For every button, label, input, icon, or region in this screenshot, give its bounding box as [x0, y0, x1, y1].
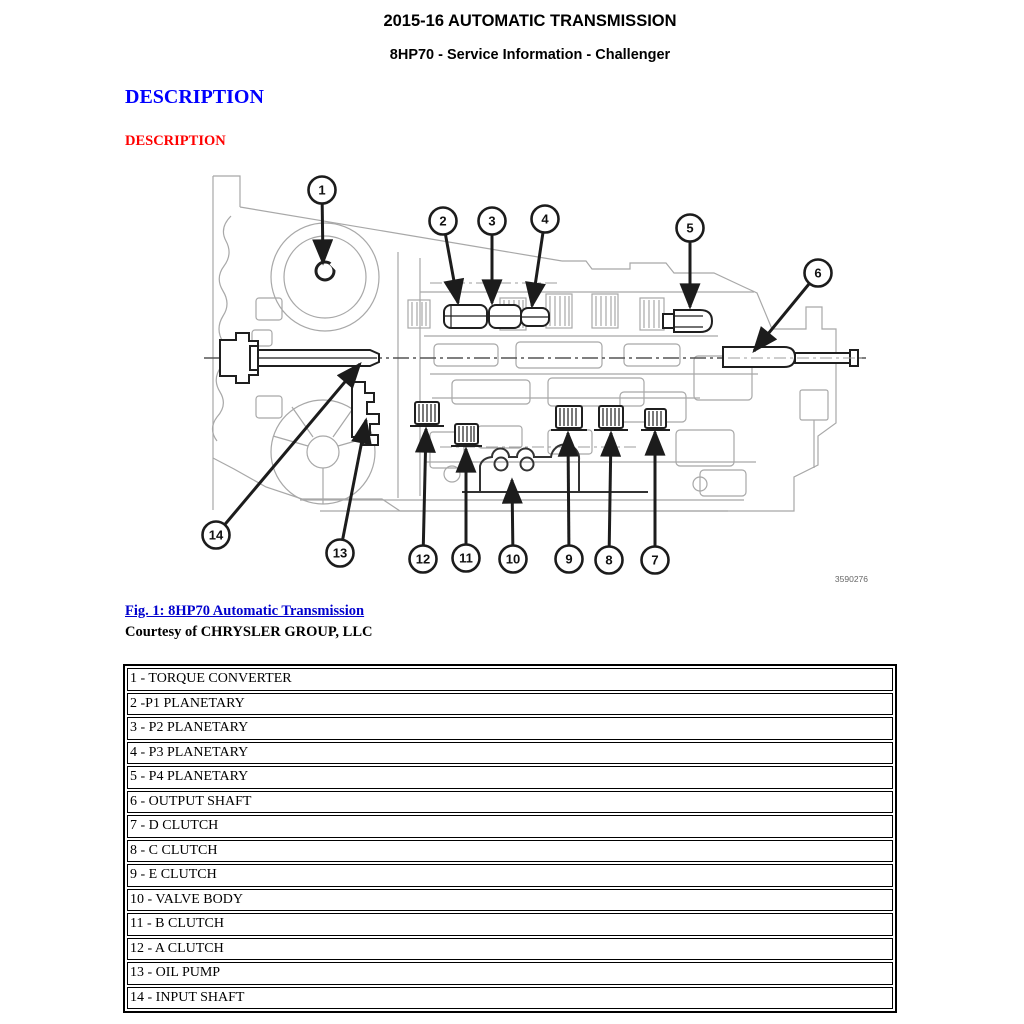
callout-4: [532, 206, 559, 307]
part-label: 7 - D CLUTCH: [127, 815, 893, 838]
table-row: [127, 766, 893, 789]
part-12-a-clutch: [410, 402, 444, 426]
part-13-oil-pump: [352, 382, 379, 445]
part-label: 8 - C CLUTCH: [127, 840, 893, 863]
internal-details: [300, 283, 828, 511]
figure-courtesy: Courtesy of CHRYSLER GROUP, LLC: [125, 624, 373, 640]
doc-title: 2015-16 AUTOMATIC TRANSMISSION: [383, 12, 677, 30]
table-row: [127, 815, 893, 838]
part-5-p4-planetary: [663, 310, 712, 332]
svg-text:6: 6: [814, 265, 822, 281]
part-label: 2 -P1 PLANETARY: [127, 693, 893, 716]
table-row: [127, 889, 893, 912]
table-row: [127, 913, 893, 936]
callout-2: [430, 208, 459, 304]
svg-text:5: 5: [686, 220, 694, 236]
svg-text:9: 9: [565, 551, 573, 567]
part-4-p3-planetary: [521, 308, 549, 326]
table-row: [127, 668, 893, 691]
parts-table: [123, 664, 897, 1013]
table-row: [127, 693, 893, 716]
part-label: 11 - B CLUTCH: [127, 913, 893, 936]
part-10-valve-body: [462, 444, 648, 492]
callout-5: [677, 215, 704, 308]
part-label: 1 - TORQUE CONVERTER: [127, 668, 893, 691]
part-label: 12 - A CLUTCH: [127, 938, 893, 961]
figure-caption: [125, 603, 364, 620]
svg-text:2: 2: [439, 213, 447, 229]
figure-caption-link[interactable]: Fig. 1: 8HP70 Automatic Transmission: [125, 603, 365, 619]
callout-12: [410, 429, 437, 573]
part-label: 13 - OIL PUMP: [127, 962, 893, 985]
svg-text:10: 10: [505, 551, 521, 567]
table-row: [127, 938, 893, 961]
part-label: 9 - E CLUTCH: [127, 864, 893, 887]
table-row: [127, 717, 893, 740]
table-row: [127, 987, 893, 1010]
part-3-p2-planetary: [489, 305, 521, 328]
part-6-output-shaft: [723, 347, 862, 367]
part-9-e-clutch: [551, 406, 587, 430]
part-label: 14 - INPUT SHAFT: [127, 987, 893, 1010]
subsection-heading: DESCRIPTION: [125, 133, 226, 149]
part-2-p1-planetary: [444, 305, 487, 328]
table-row: [127, 962, 893, 985]
svg-text:8: 8: [605, 552, 613, 568]
section-heading: DESCRIPTION: [125, 86, 264, 108]
svg-text:3: 3: [488, 213, 496, 229]
callout-6: [754, 260, 832, 352]
part-label: 6 - OUTPUT SHAFT: [127, 791, 893, 814]
drawing-number: 3590276: [834, 574, 868, 584]
svg-text:4: 4: [541, 211, 549, 227]
part-7-d-clutch: [641, 409, 670, 430]
svg-text:14: 14: [208, 527, 224, 543]
callout-3: [479, 208, 506, 304]
part-label: 5 - P4 PLANETARY: [127, 766, 893, 789]
callout-14: [203, 364, 361, 549]
table-row: [127, 864, 893, 887]
callout-10: [500, 480, 527, 573]
svg-text:13: 13: [332, 545, 348, 561]
callout-13: [327, 420, 367, 567]
part-label: 10 - VALVE BODY: [127, 889, 893, 912]
table-row: [127, 840, 893, 863]
doc-subtitle: 8HP70 - Service Information - Challenger: [389, 47, 671, 63]
part-14-input-shaft: [220, 333, 379, 383]
transmission-diagram: [190, 168, 890, 595]
callout-7: [642, 432, 669, 574]
part-label: 4 - P3 PLANETARY: [127, 742, 893, 765]
part-1-torque-converter: [316, 262, 337, 280]
table-row: [127, 791, 893, 814]
svg-text:11: 11: [459, 550, 473, 566]
svg-text:1: 1: [318, 182, 326, 198]
table-row: [127, 742, 893, 765]
part-8-c-clutch: [594, 406, 628, 430]
svg-text:7: 7: [651, 552, 659, 568]
callout-8: [596, 433, 623, 574]
svg-text:12: 12: [415, 551, 431, 567]
part-label: 3 - P2 PLANETARY: [127, 717, 893, 740]
part-11-b-clutch: [451, 424, 482, 446]
